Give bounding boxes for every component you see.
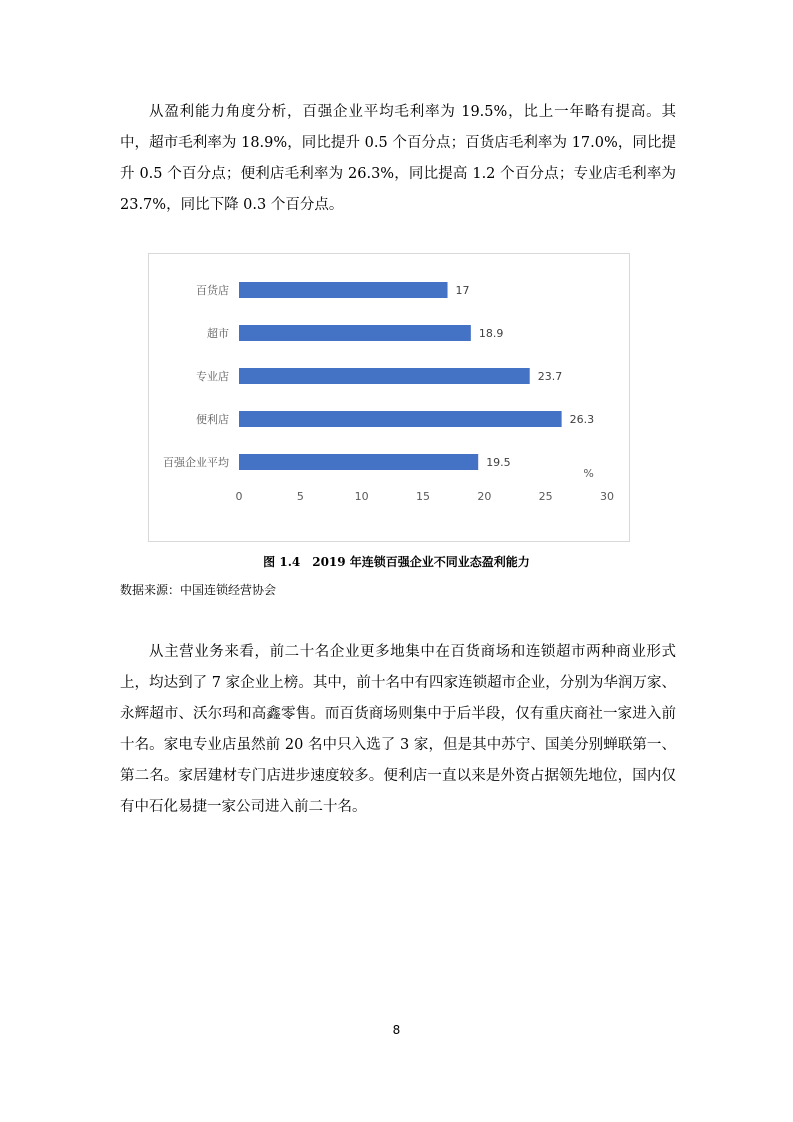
x-tick-label: 0: [235, 490, 243, 503]
category-label: 百货店: [196, 284, 229, 297]
value-label: 19.5: [486, 456, 511, 469]
bar: [239, 325, 471, 341]
value-label: 26.3: [569, 413, 595, 426]
bar: [239, 368, 530, 384]
x-tick-label: 15: [416, 490, 430, 503]
page-number: 8: [392, 1023, 401, 1037]
bar-chart-svg: [149, 254, 629, 541]
profitability-chart: [148, 253, 630, 542]
x-tick-label: 10: [354, 490, 369, 503]
x-tick-label: 20: [477, 490, 492, 503]
figure-caption: 图 1.4 2019 年连锁百强企业不同业态盈利能力: [263, 555, 530, 569]
category-label: 专业店: [196, 370, 229, 383]
bar: [239, 282, 448, 298]
x-tick-label: 5: [296, 490, 304, 503]
category-label: 便利店: [196, 413, 229, 426]
value-label: 23.7: [537, 370, 563, 383]
value-label: 18.9: [478, 327, 504, 340]
bar: [239, 454, 478, 470]
category-label: 百强企业平均: [163, 456, 229, 469]
x-tick-label: 25: [538, 490, 553, 503]
unit-label: %: [583, 467, 594, 480]
value-label: 17: [455, 284, 470, 297]
business-paragraph: 从主营业务来看，前二十名企业更多地集中在百货商场和连锁超市两种商业形式上，均达到了 7 家企业上榜。其中，前十名中有四家连锁超市企业，分别为华润万家、永辉超市、沃尔玛和高鑫零售。而百货商场则集中于后半段，仅有重庆商社一家进入前十名。家电专业店虽然前 20 名中只入选了 3 家，但是其中苏宁、国美分别蝉联第一、第二名。家居建材专门店进步速度较多。便利店一直以来是外资占据领先地位，国内仅有中石化易捷一家公司进入前二十名。: [120, 644, 676, 815]
bar: [239, 411, 562, 427]
x-tick-label: 30: [600, 490, 614, 503]
data-source: 数据来源：中国连锁经营协会: [120, 583, 277, 597]
intro-paragraph: 从盈利能力角度分析，百强企业平均毛利率为 19.5%，比上一年略有提高。其中，超市毛利率为 18.9%，同比提升 0.5 个百分点；百货店毛利率为 17.0%，同比提升 0.5 个百分点；便利店毛利率为 26.3%，同比提高 1.2 个百分点；专业店毛利率为 23.7%，同比下降 0.3 个百分点。: [120, 104, 676, 213]
category-label: 超市: [207, 327, 229, 340]
